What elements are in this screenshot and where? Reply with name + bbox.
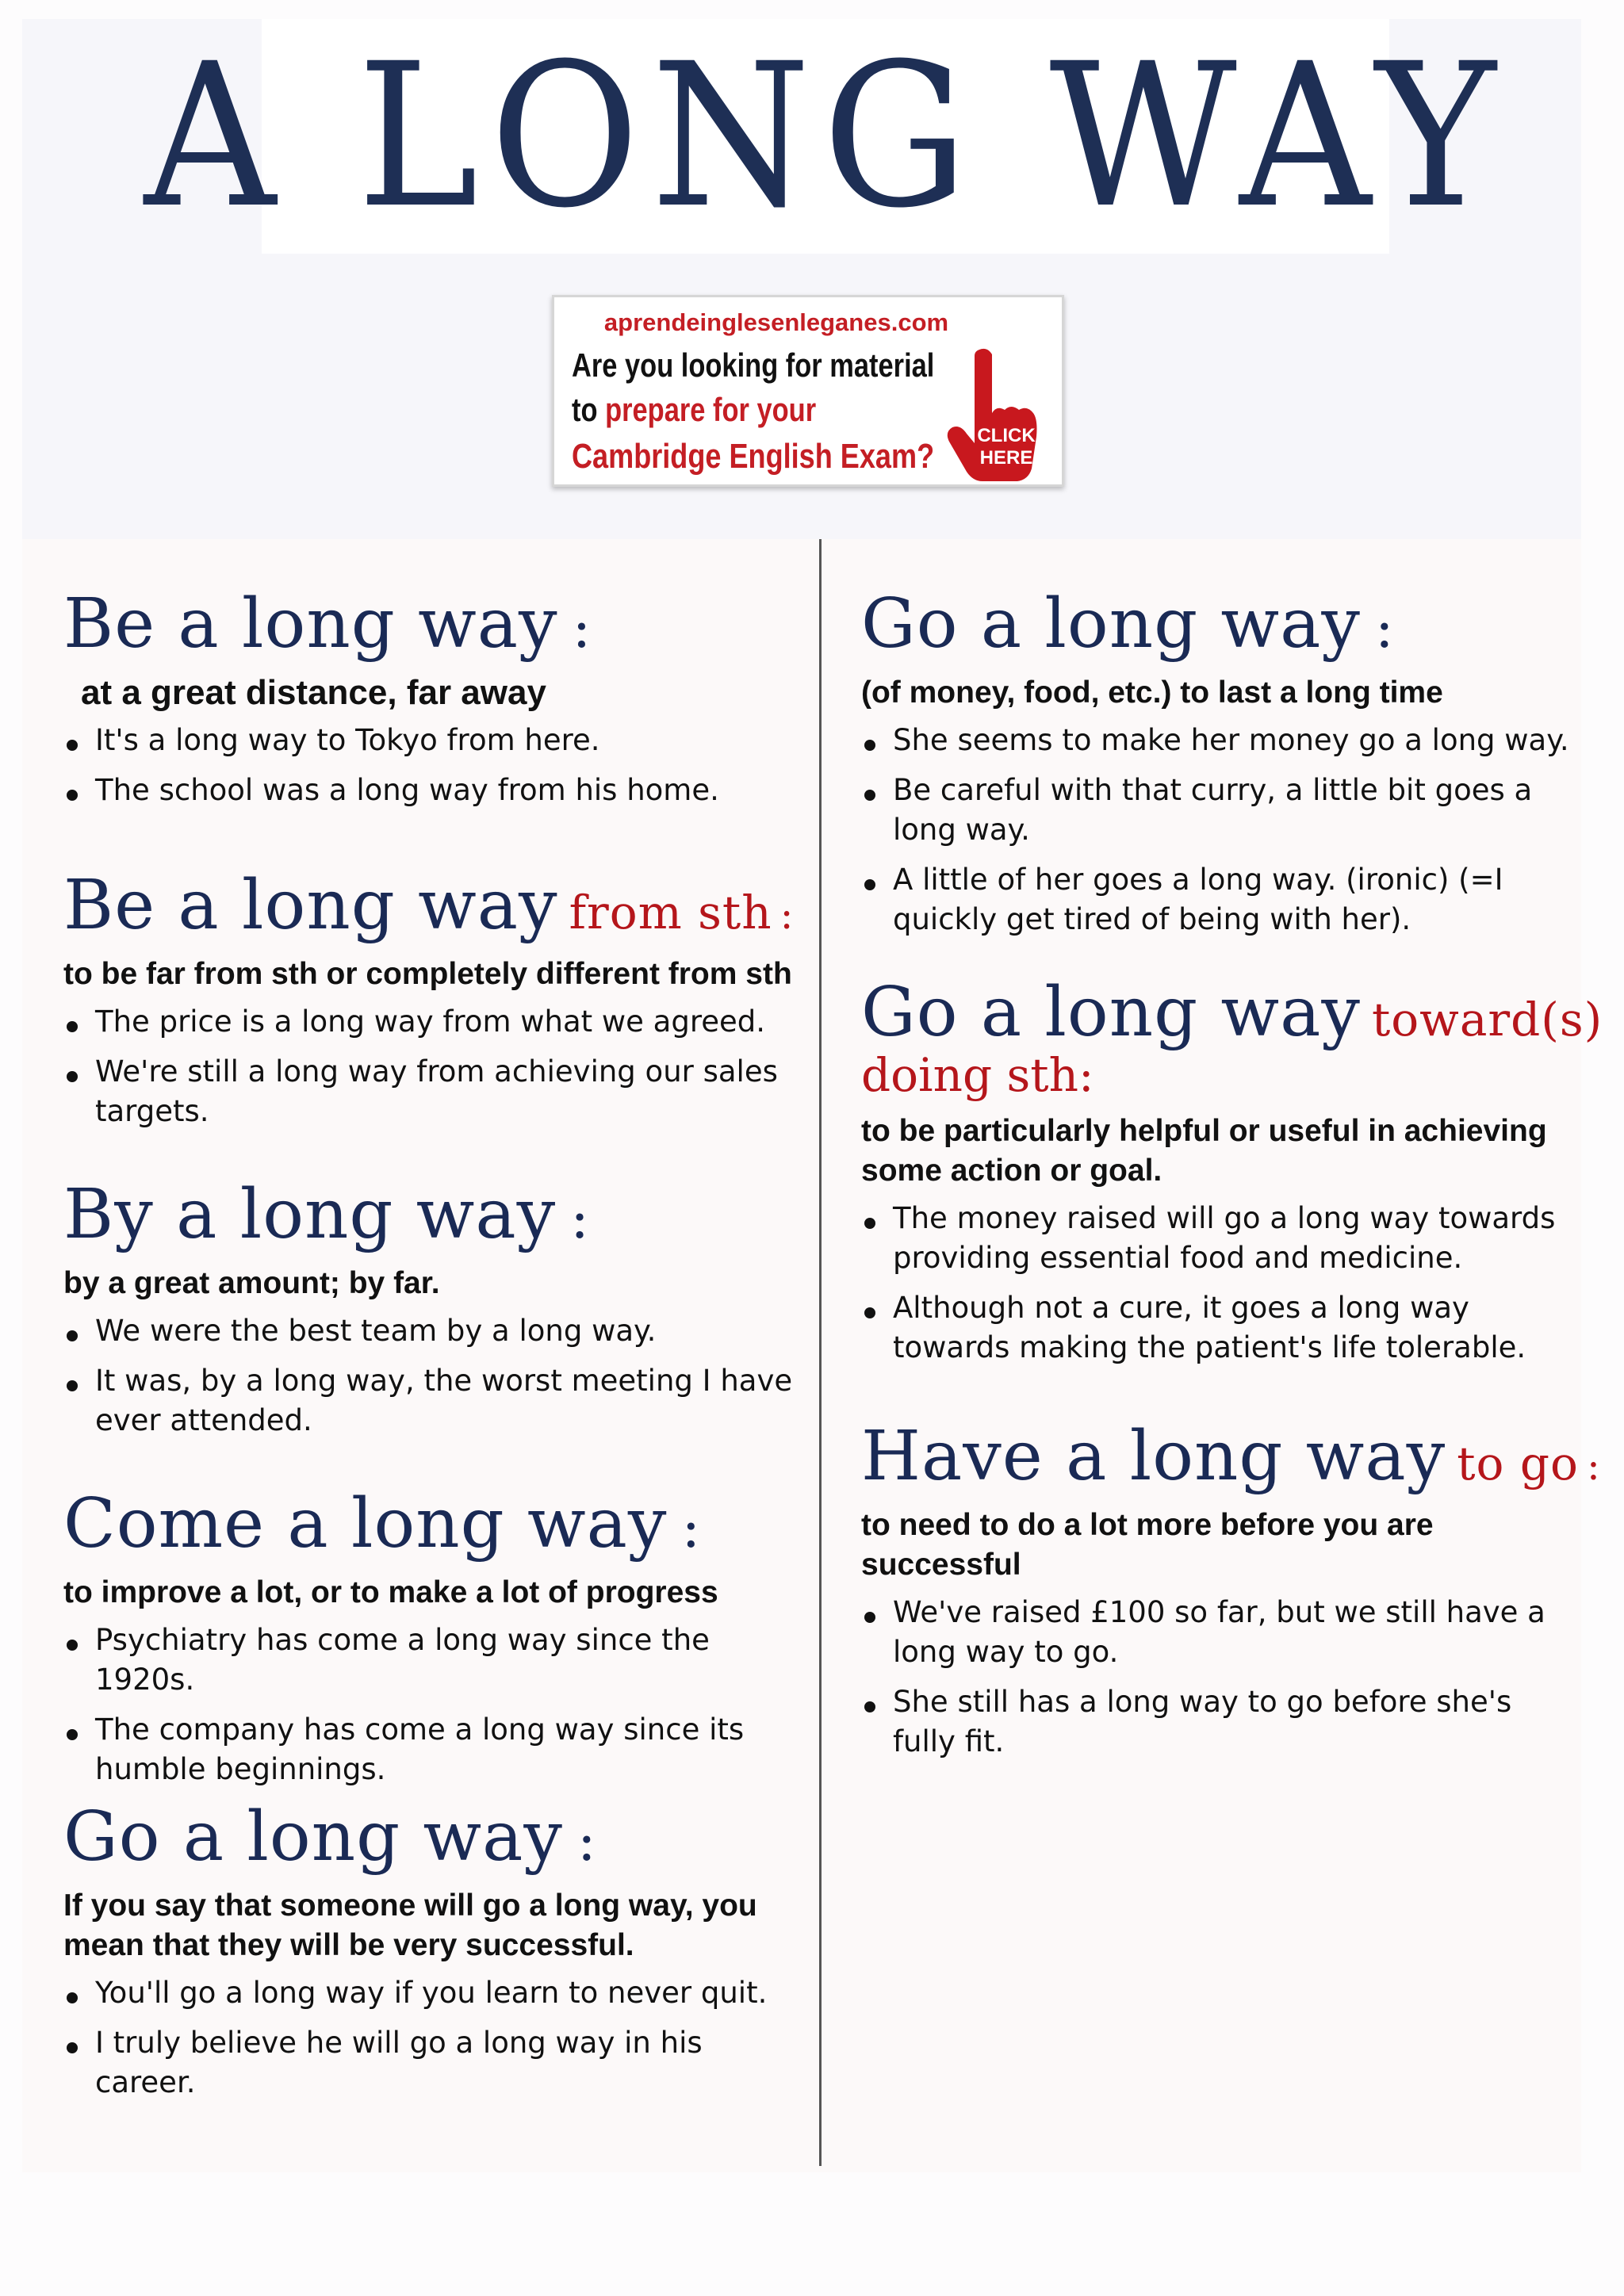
section-heading <box>63 584 809 664</box>
section-by-a-long-way <box>63 1177 809 1451</box>
heading-colon: : <box>570 1186 590 1251</box>
examples-list <box>861 721 1575 939</box>
heading-colon: : <box>681 1495 702 1560</box>
example-item: It's a long way to Tokyo from here. <box>63 721 809 760</box>
example-item: A little of her goes a long way. (ironic) (=I quickly get tired of being with her). <box>861 860 1575 939</box>
heading-sub-line-2: doing sth <box>861 1047 1078 1102</box>
heading-text: Go a long way <box>63 1797 563 1877</box>
example-item: We were the best team by a long way. <box>63 1311 809 1351</box>
click-here-pointer-icon[interactable] <box>944 346 1048 483</box>
examples-list <box>63 1002 809 1131</box>
example-item: She seems to make her money go a long way. <box>861 721 1575 760</box>
example-item: Although not a cure, it goes a long way towards making the patient's life tolerable. <box>861 1288 1575 1368</box>
example-item: We've raised £100 so far, but we still have a long way to go. <box>861 1593 1575 1672</box>
column-divider <box>819 539 822 2166</box>
examples-list <box>63 1973 809 2103</box>
ad-line-3: Cambridge English Exam? <box>572 437 935 476</box>
ad-line-2-prefix: to <box>572 391 598 428</box>
heading-text: By a long way <box>63 1175 557 1254</box>
example-item: The price is a long way from what we agreed. <box>63 1002 809 1042</box>
examples-list <box>861 1199 1575 1368</box>
definition: to improve a lot, or to make a lot of progress <box>63 1575 718 1609</box>
section-heading <box>861 1417 1601 1496</box>
section-heading <box>63 1177 809 1253</box>
ad-line-2 <box>572 391 816 429</box>
heading-sub: from sth <box>569 886 772 939</box>
heading-text: Go a long way <box>861 973 1361 1052</box>
section-heading <box>63 868 809 943</box>
example-item: Psychiatry has come a long way since the 1920s. <box>63 1621 809 1700</box>
definition: at a great distance, far away <box>81 672 546 712</box>
section-go-a-long-way-towards <box>861 973 1603 1378</box>
heading-text: Be a long way <box>63 866 558 945</box>
section-go-a-long-way-success <box>63 1797 809 2113</box>
section-heading-line-2 <box>861 1047 1575 1102</box>
example-item: We're still a long way from achieving our sales targets. <box>63 1052 809 1131</box>
section-heading <box>63 1484 809 1563</box>
heading-colon: : <box>779 892 795 938</box>
examples-list <box>63 1311 809 1441</box>
heading-text: Have a long way <box>861 1417 1446 1496</box>
examples-list <box>861 1593 1575 1762</box>
section-be-a-long-way <box>63 584 809 821</box>
definition: to be far from sth or completely different from sth <box>63 956 792 991</box>
title-box <box>144 19 1507 254</box>
section-heading <box>861 584 1575 664</box>
heading-colon: : <box>1374 595 1395 660</box>
heading-colon: : <box>576 1808 597 1873</box>
example-item: I truly believe he will go a long way in his career. <box>63 2023 809 2103</box>
example-item: She still has a long way to go before she's fully fit. <box>861 1682 1575 1762</box>
definition: to need to do a lot more before you are successful <box>861 1507 1434 1582</box>
section-have-a-long-way-to-go <box>861 1417 1601 1772</box>
heading-text: Go a long way <box>861 584 1361 664</box>
heading-colon: : <box>1586 1443 1601 1489</box>
heading-colon: : <box>1078 1047 1094 1102</box>
ad-line-1: Are you looking for material <box>572 346 935 384</box>
definition: to be particularly helpful or useful in achieving some action or goal. <box>861 1114 1547 1188</box>
heading-sub: to go <box>1457 1437 1579 1490</box>
examples-list <box>63 1621 809 1789</box>
examples-list <box>63 721 809 810</box>
example-item: The money raised will go a long way towards providing essential food and medicine. <box>861 1199 1575 1278</box>
example-item: It was, by a long way, the worst meeting I have ever attended. <box>63 1361 809 1441</box>
example-item: The company has come a long way since its humble beginnings. <box>63 1710 809 1789</box>
cambridge-exam-ad-banner[interactable] <box>552 295 1064 487</box>
heading-colon: : <box>572 595 592 660</box>
heading-text: Come a long way <box>63 1484 668 1563</box>
example-item: The school was a long way from his home. <box>63 771 809 810</box>
definition: (of money, food, etc.) to last a long time <box>861 675 1443 710</box>
heading-sub: toward(s) <box>1371 993 1603 1047</box>
section-go-a-long-way-last <box>861 584 1575 950</box>
section-heading <box>63 1797 809 1877</box>
ad-click-text: CLICK <box>977 425 1036 446</box>
page-title: A LONG WAY <box>144 21 1507 251</box>
section-be-a-long-way-from-sth <box>63 868 809 1142</box>
example-item: Be careful with that curry, a little bit goes a long way. <box>861 771 1575 850</box>
ad-site-url[interactable]: aprendeinglesenleganes.com <box>603 308 949 336</box>
definition: by a great amount; by far. <box>63 1265 440 1300</box>
example-item: You'll go a long way if you learn to never quit. <box>63 1973 809 2013</box>
heading-text: Be a long way <box>63 584 558 664</box>
definition: If you say that someone will go a long way, you mean that they will be very successful. <box>63 1888 757 1962</box>
section-heading <box>861 973 1603 1052</box>
ad-here-text: HERE <box>979 447 1033 469</box>
ad-line-2-red: prepare for your <box>605 391 817 428</box>
section-come-a-long-way <box>63 1484 809 1800</box>
